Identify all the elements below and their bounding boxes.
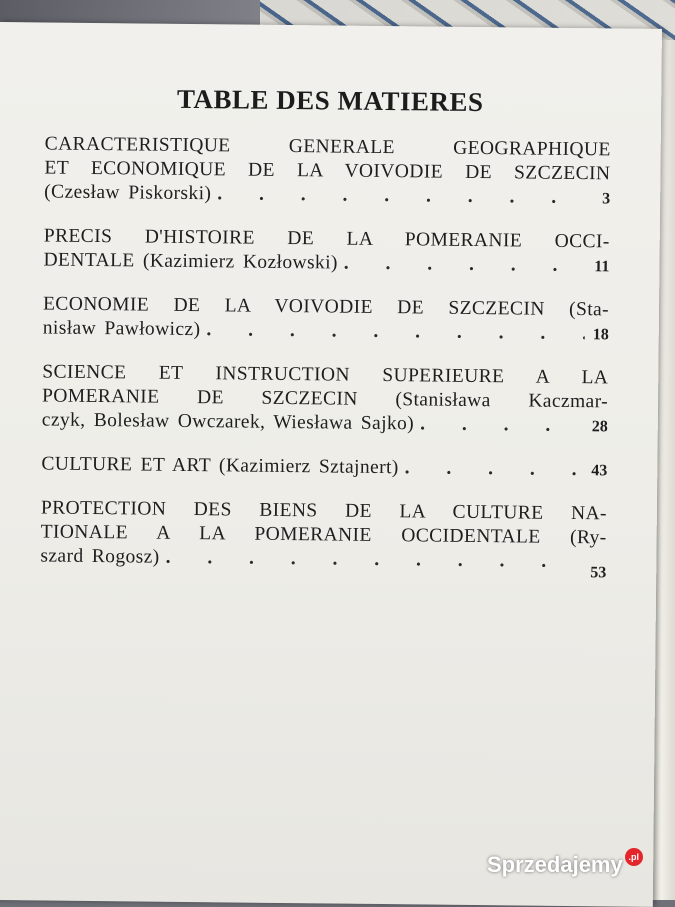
entry-title-line: CARACTERISTIQUE GENERALE GEOGRAPHIQUE	[44, 133, 611, 161]
page-number: 11	[594, 258, 610, 276]
dot-leader	[420, 412, 584, 438]
entry-title-line: SCIENCE ET INSTRUCTION SUPERIEURE A LA	[42, 361, 609, 389]
dot-leader	[165, 546, 582, 574]
dot-leader	[217, 182, 586, 210]
entry-title-line: POMERANIE DE SZCZECIN (Stanisława Kaczmar-	[41, 385, 609, 413]
entry-author: (Czesław Piskorski)	[44, 181, 212, 205]
watermark-text: Sprzedajemy	[487, 852, 623, 877]
entry-title-line: PROTECTION DES BIENS DE LA CULTURE NA-	[40, 497, 607, 525]
entry-title-line: PRECIS D'HISTOIRE DE LA POMERANIE OCCI-	[43, 225, 610, 253]
entry-title-line: TIONALE A LA POMERANIE OCCIDENTALE (Ry-	[40, 521, 607, 549]
toc-entry	[43, 224, 609, 279]
book-page	[0, 22, 662, 907]
page-number: 43	[591, 462, 608, 480]
dot-leader	[206, 318, 585, 346]
toc-entry	[44, 132, 611, 211]
entry-author: nisław Pawłowicz)	[42, 317, 201, 341]
table-of-contents	[40, 132, 611, 594]
page-number: 3	[602, 190, 611, 208]
entry-title-line: ECONOMIE DE LA VOIVODIE DE SZCZECIN (Sta-	[42, 293, 610, 321]
entry-title-line: ET ECONOMIQUE DE LA VOIVODIE DE SZCZECIN	[44, 157, 611, 185]
watermark-badge: .pl	[625, 848, 643, 866]
dot-leader	[344, 252, 586, 279]
entry-author: czyk, Bolesław Owczarek, Wiesława Sajko)	[41, 409, 415, 435]
page-number: 53	[590, 564, 607, 582]
toc-entry	[40, 496, 607, 582]
page-number: 28	[591, 418, 608, 436]
entry-author: szard Rogosz)	[40, 545, 160, 568]
toc-entry	[42, 360, 609, 439]
toc-entry	[43, 292, 609, 347]
dot-leader	[405, 456, 584, 482]
watermark-logo	[487, 850, 643, 880]
page-title: TABLE DES MATIERES	[176, 83, 484, 118]
page-number: 18	[592, 326, 609, 344]
entry-title-line: CULTURE ET ART (Kazimierz Sztajnert)	[41, 453, 399, 479]
entry-author: DENTALE (Kazimierz Kozłowski)	[43, 249, 338, 274]
toc-entry	[41, 452, 607, 483]
